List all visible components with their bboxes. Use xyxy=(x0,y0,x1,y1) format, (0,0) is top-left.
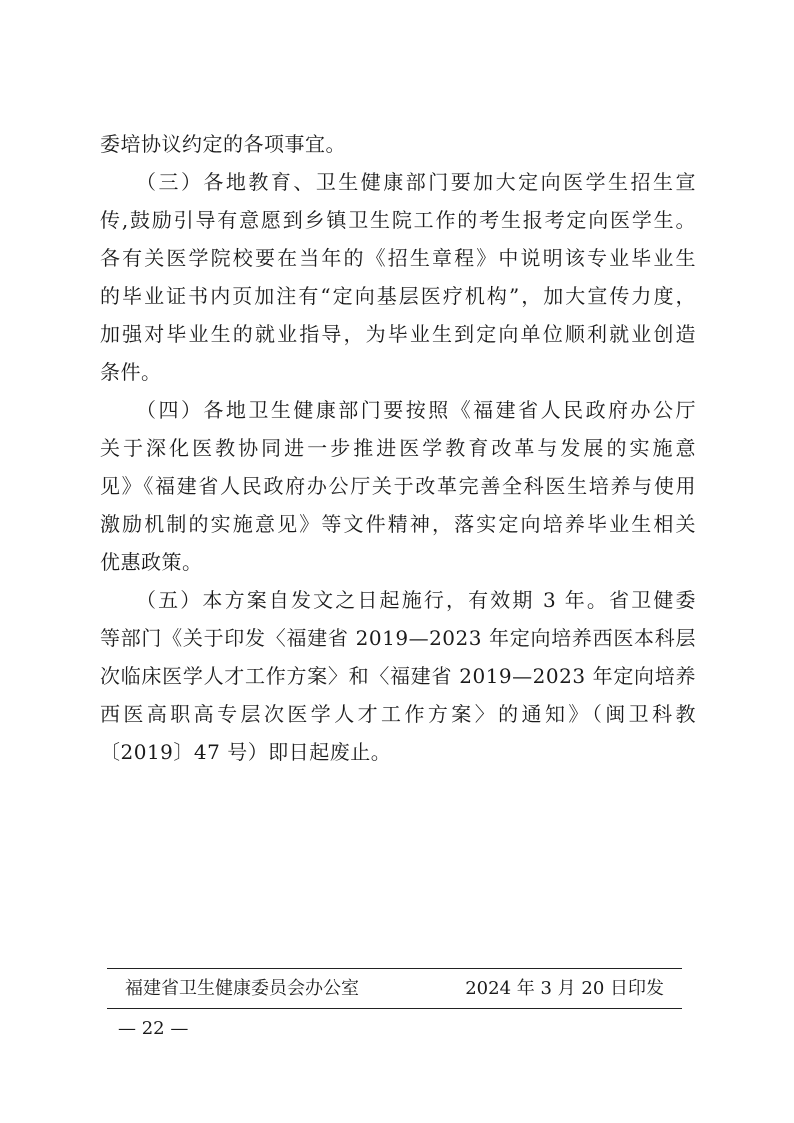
body-line: 见》《福建省人民政府办公厅关于改革完善全科医生培养与使用 xyxy=(100,474,696,498)
body-line: 次临床医学人才工作方案〉和〈福建省 2019—2023 年定向培养 xyxy=(100,664,696,688)
document-body xyxy=(100,125,696,771)
body-line: 激励机制的实施意见》等文件精神，落实定向培养毕业生相关 xyxy=(100,512,696,536)
issuer-name: 福建省卫生健康委员会办公室 xyxy=(125,978,359,999)
body-line: 等部门《关于印发〈福建省 2019—2023 年定向培养西医本科层 xyxy=(100,626,696,650)
paragraph-3-heading-line: （三）各地教育、卫生健康部门要加大定向医学生招生宣 xyxy=(136,170,696,194)
body-line: 条件。 xyxy=(100,360,162,384)
body-line: 关于深化医教协同进一步推进医学教育改革与发展的实施意 xyxy=(100,436,696,460)
paragraph-5-heading-line: （五）本方案自发文之日起施行，有效期 3 年。省卫健委 xyxy=(136,588,696,612)
issuance-footer xyxy=(107,972,682,1006)
body-line: 的毕业证书内页加注有“定向基层医疗机构”，加大宣传力度， xyxy=(100,284,696,308)
body-line: 各有关医学院校要在当年的《招生章程》中说明该专业毕业生 xyxy=(100,246,696,270)
body-line: 西医高职高专层次医学人才工作方案〉的通知》（闽卫科教 xyxy=(100,702,696,726)
issue-date: 2024 年 3 月 20 日印发 xyxy=(465,978,664,999)
body-line: 加强对毕业生的就业指导，为毕业生到定向单位顺利就业创造 xyxy=(100,322,696,346)
body-line: 传,鼓励引导有意愿到乡镇卫生院工作的考生报考定向医学生。 xyxy=(100,208,696,232)
paragraph-4-heading-line: （四）各地卫生健康部门要按照《福建省人民政府办公厅 xyxy=(136,398,696,422)
footer-bottom-rule xyxy=(107,1008,682,1009)
body-line: 委培协议约定的各项事宜。 xyxy=(100,132,346,156)
footer-top-rule xyxy=(107,968,682,969)
body-line: 优惠政策。 xyxy=(100,550,203,574)
page-number: — 22 — xyxy=(118,1018,189,1039)
body-line: 〔2019〕47 号）即日起废止。 xyxy=(100,740,392,764)
